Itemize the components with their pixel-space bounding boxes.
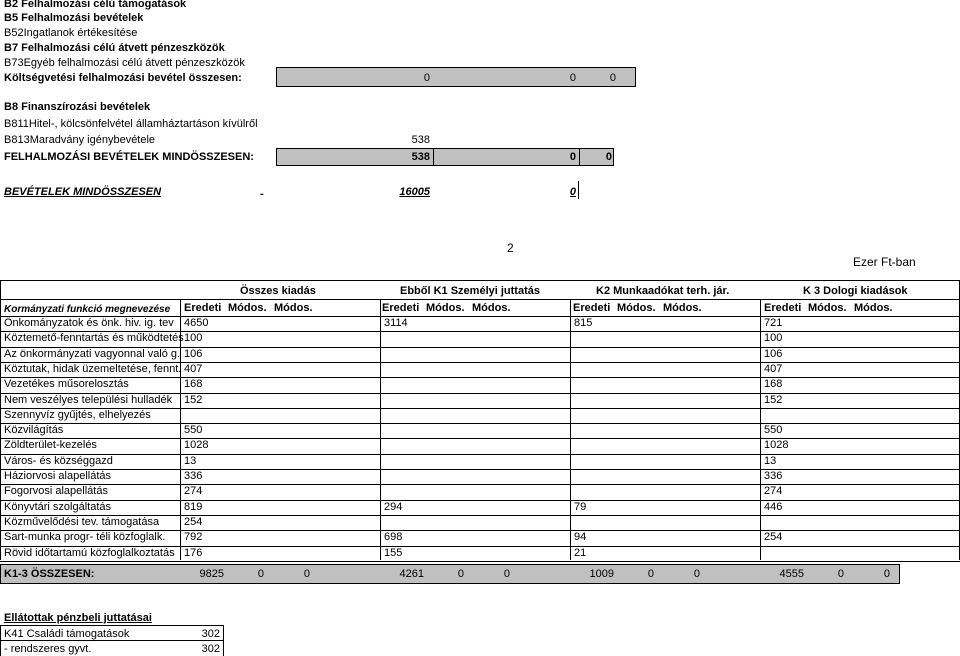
row-name: Zöldterület-kezelés	[4, 439, 97, 451]
fel-total-v2: 0	[569, 151, 576, 163]
row-k3: 407	[764, 363, 783, 375]
sum-value: 1009	[589, 568, 614, 580]
row-k1: 155	[384, 547, 403, 559]
table-body-bottom	[0, 561, 960, 562]
row-total: 254	[184, 516, 203, 528]
row-total: 1028	[184, 439, 209, 451]
row-name: Nem veszélyes települési hulladék	[4, 394, 173, 406]
row-total: 336	[184, 470, 203, 482]
bevetelek-right-line	[578, 181, 579, 199]
ellatottak-label: Ellátottak pénzbeli juttatásai	[4, 612, 152, 624]
row-k1: 294	[384, 501, 403, 513]
row-divider	[0, 484, 960, 485]
row-k2: 815	[574, 317, 593, 329]
row-divider	[0, 438, 960, 439]
row-total: 792	[184, 531, 203, 543]
fel-total-v1: 538	[411, 151, 430, 163]
k41-label: K41 Családi támogatások	[4, 628, 130, 640]
row-k2: 94	[574, 531, 587, 543]
row-total: 274	[184, 485, 203, 497]
fel-total-v3: 0	[605, 151, 612, 163]
b813-value: 538	[411, 134, 430, 146]
header-funkcio: Kormányzati funkció megnevezése	[4, 304, 171, 315]
sub-modos-4b: Módos.	[854, 302, 893, 314]
sum-value: 0	[647, 568, 654, 580]
row-total: 407	[184, 363, 203, 375]
row-name: Város- és községgazd	[4, 455, 113, 467]
row-name: Könyvtári szolgáltatás	[4, 501, 111, 513]
fel-total-label: FELHALMOZÁSI BEVÉTELEK MINDÖSSZESEN:	[4, 151, 254, 163]
bevetelek-dash: -	[260, 188, 264, 200]
row-k3: 721	[764, 317, 783, 329]
header-divider	[0, 299, 960, 300]
b5-label: B5 Felhalmozási bevételek	[4, 12, 144, 24]
row-total: 106	[184, 348, 203, 360]
row-divider	[0, 500, 960, 501]
row-name: Közvilágítás	[4, 424, 64, 436]
sub-modos-4a: Módos.	[808, 302, 847, 314]
sub-modos-3a: Módos.	[617, 302, 656, 314]
b811-label: B811Hitel-, kölcsönfelvétel államháztartáson kívülről	[4, 118, 258, 130]
sum-value: 0	[303, 568, 310, 580]
bevetelek-total-v2: 0	[569, 186, 576, 198]
unit-label: Ezer Ft-ban	[853, 255, 916, 269]
sum-value: 0	[837, 568, 844, 580]
row-k3: 152	[764, 394, 783, 406]
rendszeres-value: 302	[201, 643, 220, 655]
sum-value: 4261	[399, 568, 424, 580]
b2-label: B2 Felhalmozási célú támogatások	[4, 0, 187, 10]
table-top-border	[0, 280, 960, 281]
b7-label: B7 Felhalmozási célú átvett pénzeszközök	[4, 42, 225, 54]
sum-value: 0	[693, 568, 700, 580]
row-total: 176	[184, 547, 203, 559]
sum-value: 0	[457, 568, 464, 580]
row-total: 100	[184, 332, 203, 344]
sum-value: 0	[883, 568, 890, 580]
row-divider	[0, 454, 960, 455]
row-name: Rövid időtartamú közfoglalkoztatás	[4, 547, 175, 559]
row-k3: 274	[764, 485, 783, 497]
sum-value: 4555	[779, 568, 804, 580]
sub-eredeti-4: Eredeti	[764, 302, 802, 314]
kv-total-v2: 0	[569, 72, 576, 84]
row-k3: 100	[764, 332, 783, 344]
row-name: Köztemető-fenntartás és működtetés	[4, 332, 184, 344]
kv-total-v3: 0	[609, 72, 616, 84]
row-total: 13	[184, 455, 197, 467]
sum-value: 9825	[199, 568, 224, 580]
b52-label: B52Ingatlanok értékesítése	[4, 27, 138, 39]
bottom-row-divider	[0, 640, 224, 641]
col-divider-k1	[380, 299, 381, 560]
row-total: 819	[184, 501, 203, 513]
row-k1: 698	[384, 531, 403, 543]
b73-label: B73Egyéb felhalmozási célú átvett pénzeszközök	[4, 57, 245, 69]
row-name: Vezetékes műsorelosztás	[4, 378, 129, 390]
row-k1: 3114	[384, 317, 408, 329]
row-total: 152	[184, 394, 203, 406]
sub-modos-3b: Módos.	[663, 302, 702, 314]
sub-modos-2b: Módos.	[472, 302, 511, 314]
k41-value: 302	[201, 628, 220, 640]
row-k3: 254	[764, 531, 783, 543]
kv-total-v1: 0	[423, 72, 430, 84]
row-total: 168	[184, 378, 203, 390]
row-total: 550	[184, 424, 203, 436]
row-total: 4650	[184, 317, 209, 329]
sum-label: K1-3 ÖSSZESEN:	[4, 568, 95, 580]
sub-eredeti-2: Eredeti	[382, 302, 420, 314]
page-number: 2	[507, 241, 514, 255]
rendszeres-label: - rendszeres gyvt.	[4, 643, 92, 655]
table-left-border	[0, 280, 1, 560]
row-name: Önkományzatok és önk. hiv. ig. tev	[4, 317, 174, 329]
sub-eredeti-3: Eredeti	[573, 302, 611, 314]
row-k3: 1028	[764, 439, 789, 451]
row-k3: 336	[764, 470, 783, 482]
row-divider	[0, 377, 960, 378]
row-name: Szennyvíz gyűjtés, elhelyezés	[4, 409, 151, 421]
row-k3: 446	[764, 501, 783, 513]
row-k2: 21	[574, 547, 587, 559]
sum-value: 0	[503, 568, 510, 580]
header-k1: Ebből K1 Személyi juttatás	[400, 285, 540, 297]
sub-modos-1b: Módos.	[274, 302, 313, 314]
b813-label: B813Maradvány igénybevétele	[4, 134, 156, 146]
header-k2: K2 Munkaadókat terh. jár.	[596, 285, 730, 297]
row-k3: 106	[764, 348, 783, 360]
col-divider-k3	[760, 299, 761, 560]
row-name: Közművelődési tev. támogatása	[4, 516, 160, 528]
kv-total-label: Költségvetési felhalmozási bevétel összesen:	[4, 72, 242, 84]
fel-divider-1	[433, 148, 434, 166]
header-osszes: Összes kiadás	[240, 285, 316, 297]
row-name: Fogorvosi alapellátás	[4, 485, 108, 497]
bevetelek-total-label: BEVÉTELEK MINDÖSSZESEN	[4, 186, 162, 198]
row-divider	[0, 469, 960, 470]
row-k2: 79	[574, 501, 587, 513]
row-name: Háziorvosi alapellátás	[4, 470, 111, 482]
row-divider	[0, 423, 960, 424]
row-k3: 13	[764, 455, 777, 467]
bevetelek-total-v1: 16005	[399, 186, 430, 198]
col-divider-k2	[570, 299, 571, 560]
row-k3: 550	[764, 424, 783, 436]
row-k3: 168	[764, 378, 783, 390]
sum-value: 0	[257, 568, 264, 580]
b8-label: B8 Finanszírozási bevételek	[4, 101, 151, 113]
sub-eredeti-1: Eredeti	[184, 302, 222, 314]
row-name: Sart-munka progr- téli közfoglalk.	[4, 531, 166, 543]
row-name: Az önkormányzati vagyonnal való g.	[4, 348, 181, 360]
sub-modos-1a: Módos.	[228, 302, 267, 314]
sub-modos-2a: Módos.	[426, 302, 465, 314]
header-k3: K 3 Dologi kiadások	[803, 285, 908, 297]
row-name: Köztutak, hidak üzemeltetése, fennt.	[4, 363, 182, 375]
